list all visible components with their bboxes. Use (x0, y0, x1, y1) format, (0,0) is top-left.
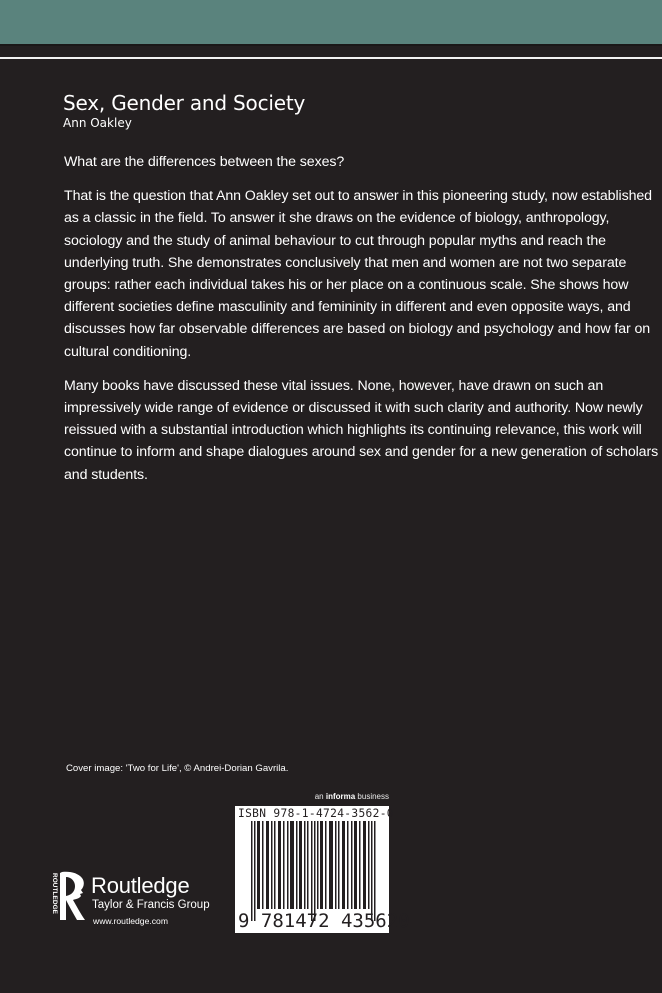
routledge-r-profile-icon (60, 871, 86, 921)
routledge-vertical-wordmark: ROUTLEDGE (51, 873, 58, 915)
informa-prefix: an (314, 792, 326, 801)
blurb-paragraph: That is the question that Ann Oakley set out to answer in this pioneering study, now established as a classic in the field. To answer it she draws on the evidence of biology, anthropology, sociology and the study of animal behaviour to cut through popular myths and reach the underlying truth. She demonstrates conclusively that men and women are not two separate groups: rather each individual takes his or her place on a continuous scale. She shows how different societies define masculinity and femininity in different and even opposite ways, and discusses how far observable differences are based on biology and psychology and how far on cultural conditioning. (64, 188, 652, 360)
isbn-barcode (235, 806, 410, 933)
book-author: Ann Oakley (63, 116, 132, 130)
header-rule (0, 57, 662, 59)
publisher-group: Taylor & Francis Group (92, 899, 210, 911)
ean-digits: 9 781472 435620 (238, 910, 410, 932)
informa-brand: informa (325, 792, 356, 801)
header-shadow (0, 44, 662, 46)
cover-image-credit: Cover image: 'Two for Life', © Andrei-Dorian Gavrila. (66, 763, 289, 774)
back-cover-blurb (64, 151, 662, 498)
informa-suffix: business (355, 792, 389, 801)
book-title: Sex, Gender and Society (63, 91, 306, 115)
header-band (0, 0, 662, 44)
isbn-label: ISBN 978-1-4724-3562-0 (238, 807, 394, 820)
routledge-logo[interactable] (44, 871, 214, 931)
informa-tagline (300, 792, 389, 802)
publisher-name: Routledge (91, 873, 190, 898)
blurb-question: What are the differences between the sexes? (64, 154, 345, 170)
blurb-paragraph: Many books have discussed these vital issues. None, however, have drawn on such an impressively wide range of evidence or discussed it with such clarity and authority. Now newly reissued with a substantial introduction which highlights its continuing relevance, this work will continue to inform and shape dialogues around sex and gender for a new generation of scholars and students. (64, 377, 659, 483)
publisher-url[interactable]: www.routledge.com (93, 916, 168, 926)
